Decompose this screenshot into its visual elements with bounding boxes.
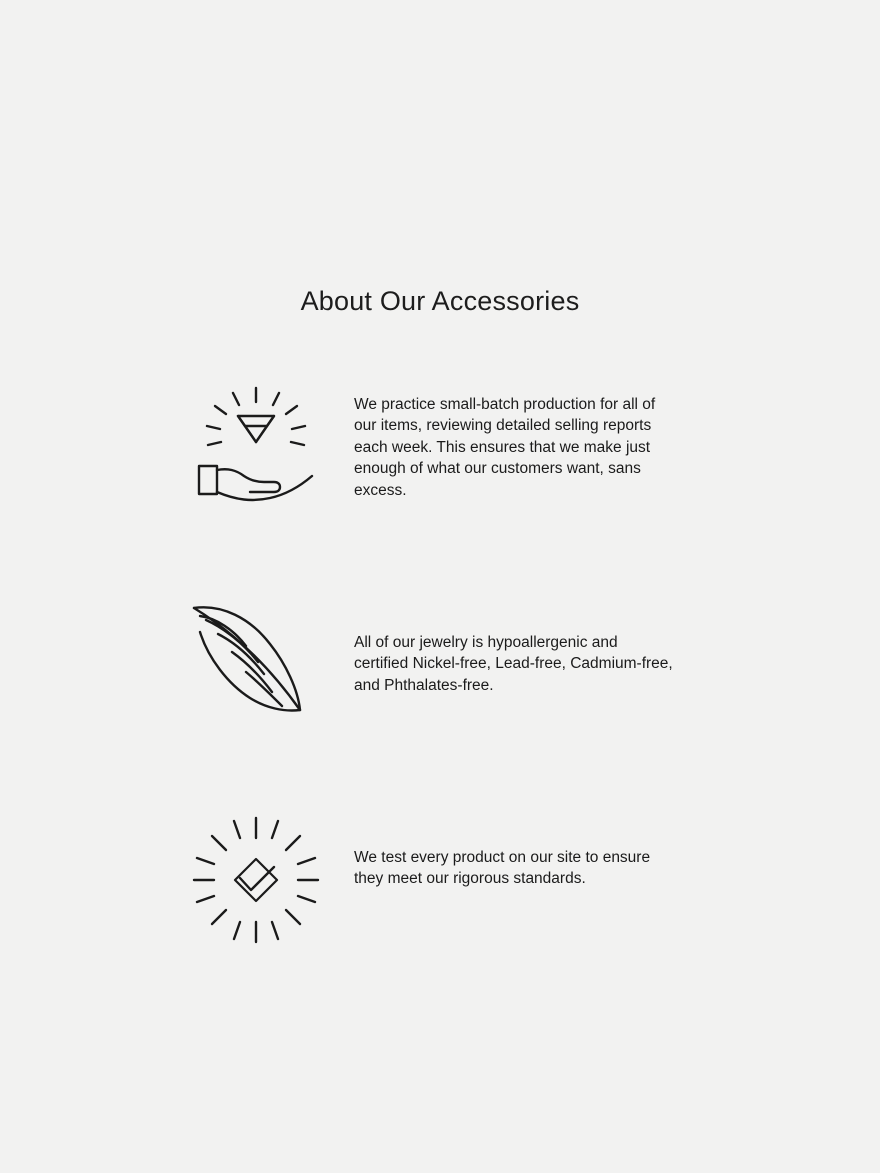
list-item [186,807,686,952]
feature-description: We test every product on our site to ensure they meet our rigorous standards. [354,849,651,888]
feature-list [186,372,686,952]
page-title: About Our Accessories [300,286,580,317]
feature-description: We practice small-batch production for all of our items, reviewing detailed selling reports each week. This ensures that we make just enough of what our customers want, sans excess. [354,396,656,499]
feather-icon [186,597,326,727]
feature-description: All of our jewelry is hypoallergenic and certified Nickel-free, Lead-free, Cadmium-free, and Phthalates-free. [354,634,673,694]
list-item [186,597,686,727]
checkmark-burst-icon [186,807,326,952]
hand-holding-diamond-icon [186,372,326,517]
list-item [186,372,686,517]
